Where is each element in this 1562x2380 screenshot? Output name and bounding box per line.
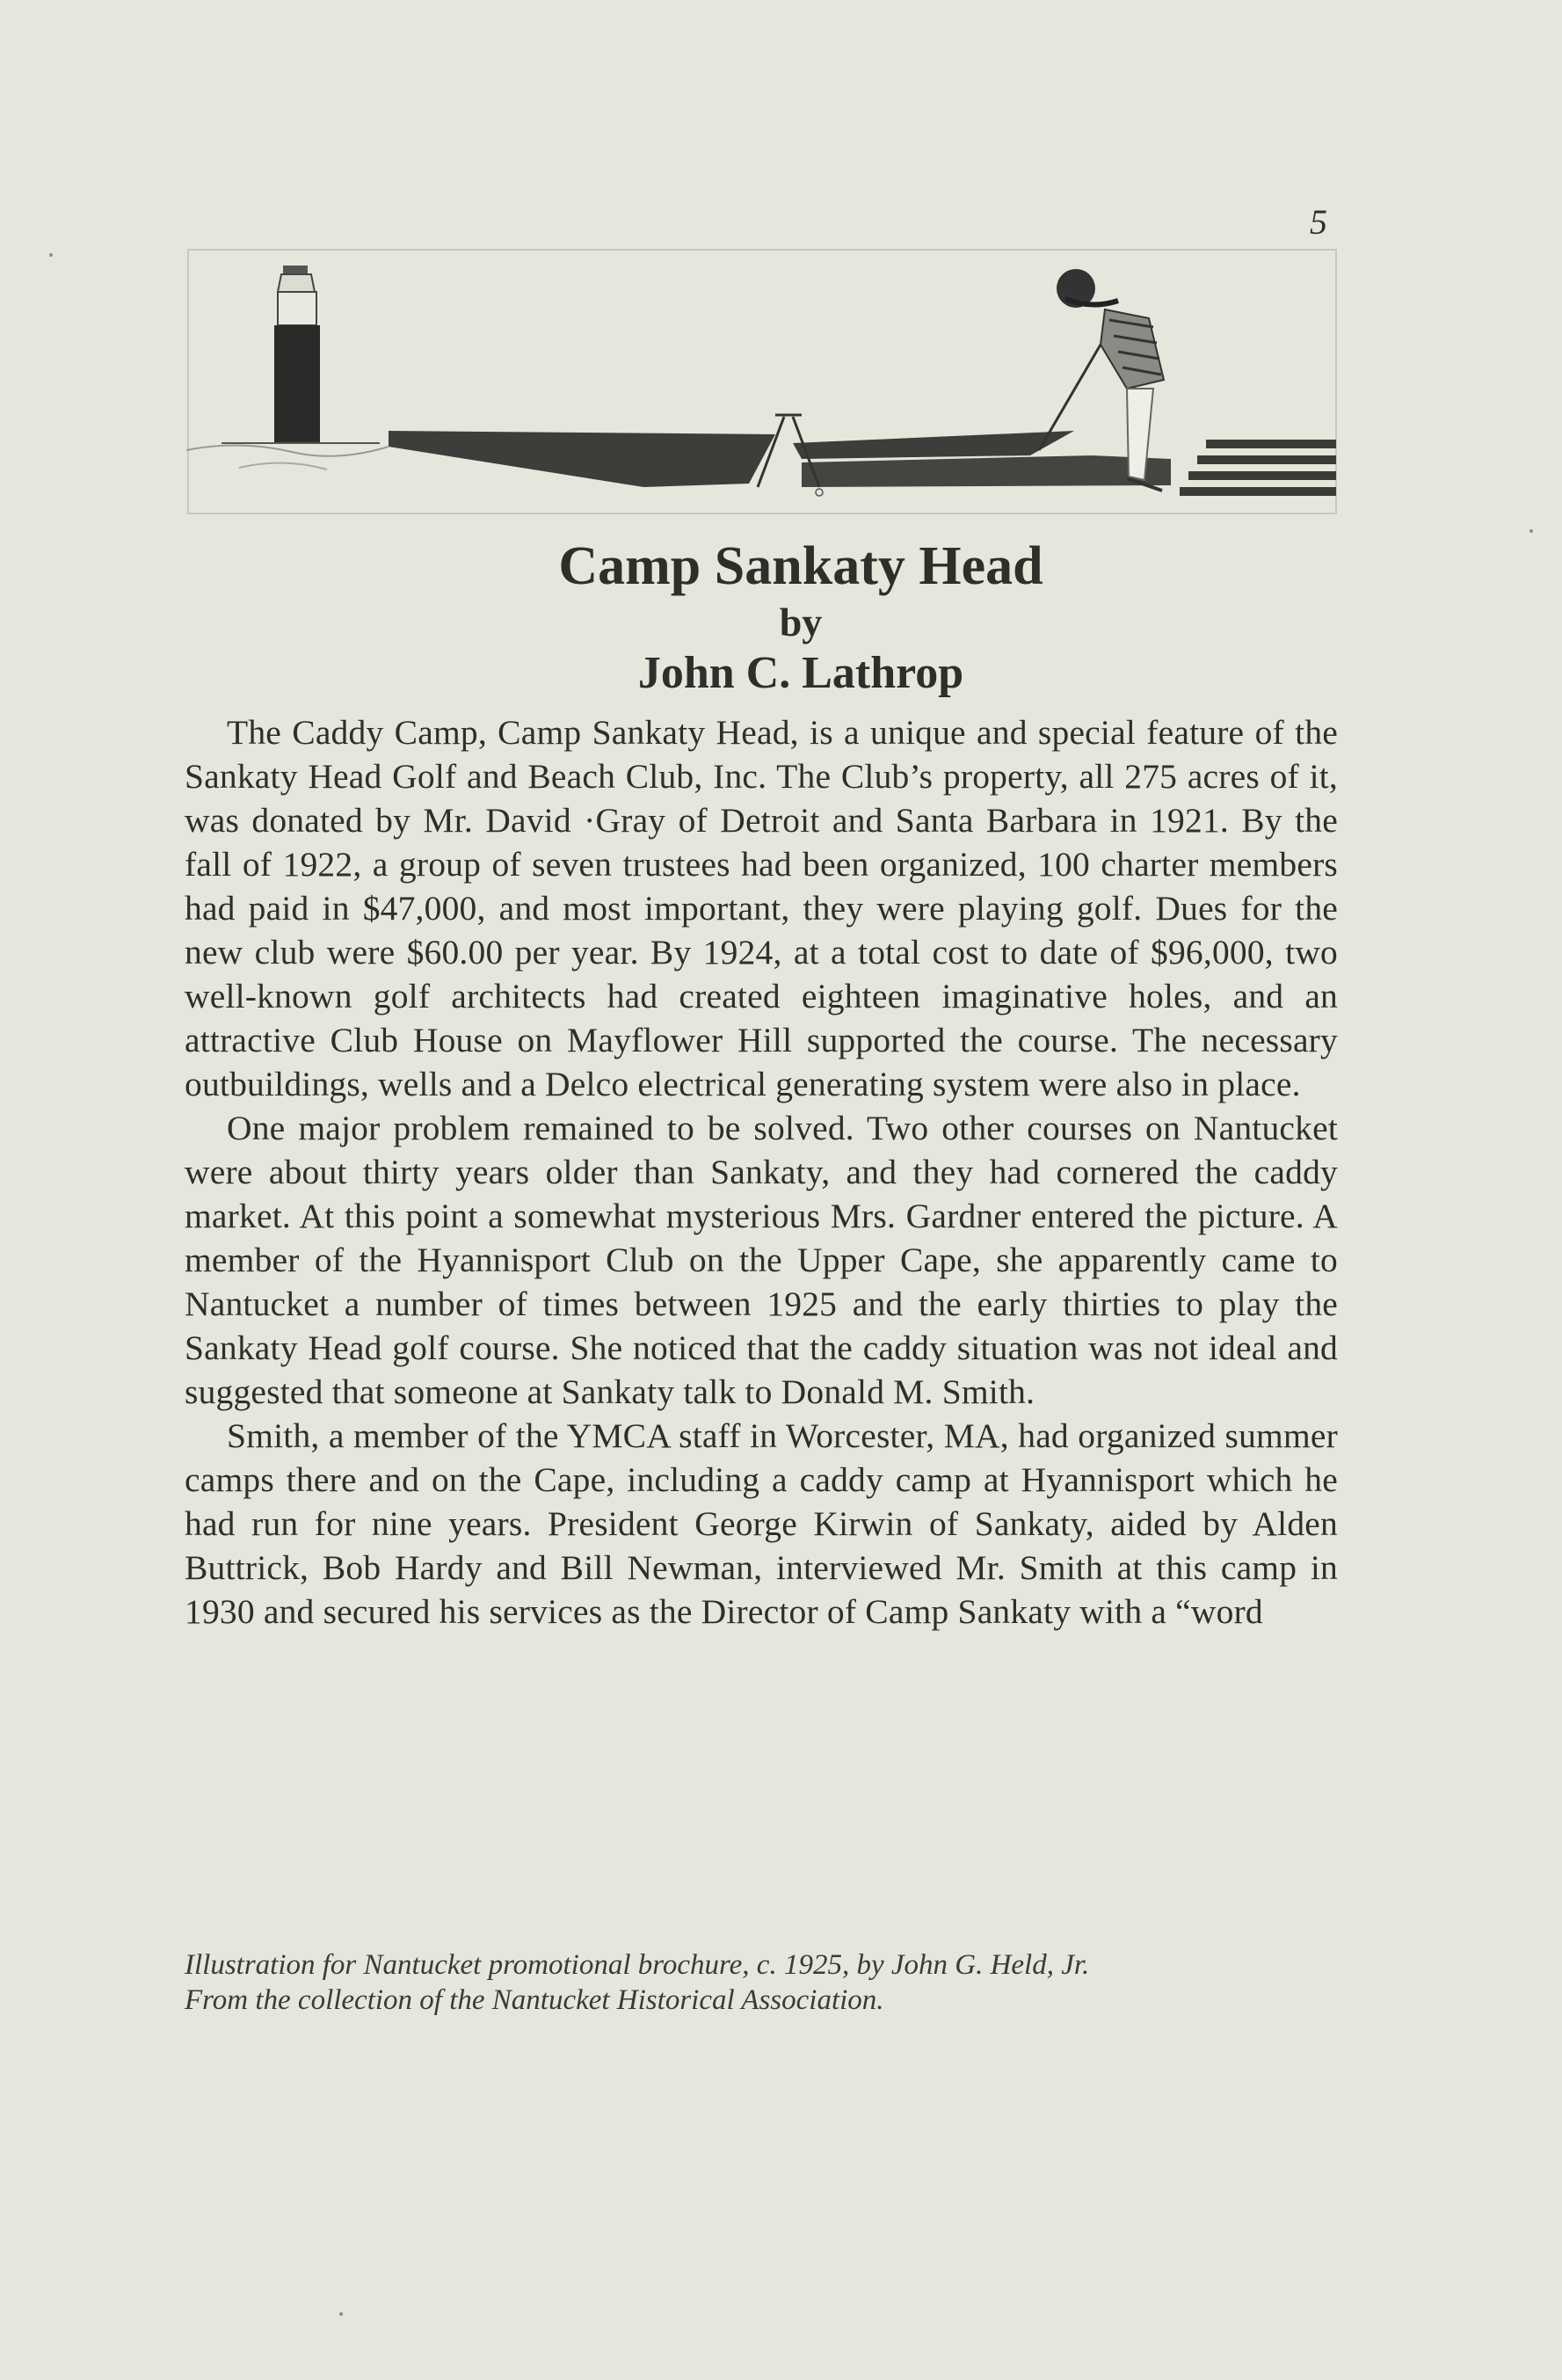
paragraph: One major problem remained to be solved. Two other courses on Nantucket were about thirty years older than Sankaty, and they had cornered the caddy market. At this point a somewhat mysterious Mrs. Gardner entered the picture. A member of the Hyannisport Club on the Upper Cape, she apparently came to Nantucket a number of times between 1925 and the early thirties to play the Sankaty Head golf course. She noticed that the caddy situation was not ideal and suggested that someone at Sankaty talk to Donald M. Smith. — [185, 1109, 1338, 1411]
article-heading — [185, 535, 1338, 700]
sea-bands — [389, 431, 1336, 496]
paper-speck — [49, 253, 53, 257]
lighthouse-golfer-illustration — [186, 248, 1338, 515]
paper-speck — [1529, 529, 1533, 533]
lighthouse-icon — [222, 266, 380, 444]
caption-line: Illustration for Nantucket promotional brochure, c. 1925, by John G. Held, Jr. — [185, 1949, 1090, 1981]
byline: by — [779, 600, 823, 644]
caption-line: From the collection of the Nantucket Historical Association. — [185, 1984, 884, 2016]
author-name: John C. Lathrop — [637, 648, 964, 698]
page-number: 5 — [1310, 202, 1327, 242]
illustration-caption — [185, 1947, 1345, 2018]
paper-speck — [339, 2312, 343, 2316]
paragraph: Smith, a member of the YMCA staff in Worcester, MA, had organized summer camps there and on the Cape, including a caddy camp at Hyannisport which he had run for nine years. President George Kirwin of Sankaty, aided by Alden Buttrick, Bob Hardy and Bill Newman, interviewed Mr. Smith at this camp in 1930 and secured his services as the Director of Camp Sankaty with a “word — [185, 1416, 1338, 1631]
golf-ball-icon — [816, 489, 823, 496]
article-body — [185, 710, 1338, 1634]
article-title: Camp Sankaty Head — [558, 536, 1043, 596]
paragraph: The Caddy Camp, Camp Sankaty Head, is a unique and special feature of the Sankaty Head Golf and Beach Club, Inc. The Club’s property, all 275 acres of it, was donated by Mr. David ·Gray of Detroit and Santa Barbara in 1921. By the fall of 1922, a group of seven trustees had been organized, 100 charter members had paid in $47,000, and most important, they were playing golf. Dues for the new club were $60.00 per year. By 1924, at a total cost to date of $96,000, two well-known golf architects had created eighteen imaginative holes, and an attractive Club House on Mayflower Hill supported the course. The necessary outbuildings, wells and a Delco electrical generating system were also in place. — [185, 713, 1338, 1103]
